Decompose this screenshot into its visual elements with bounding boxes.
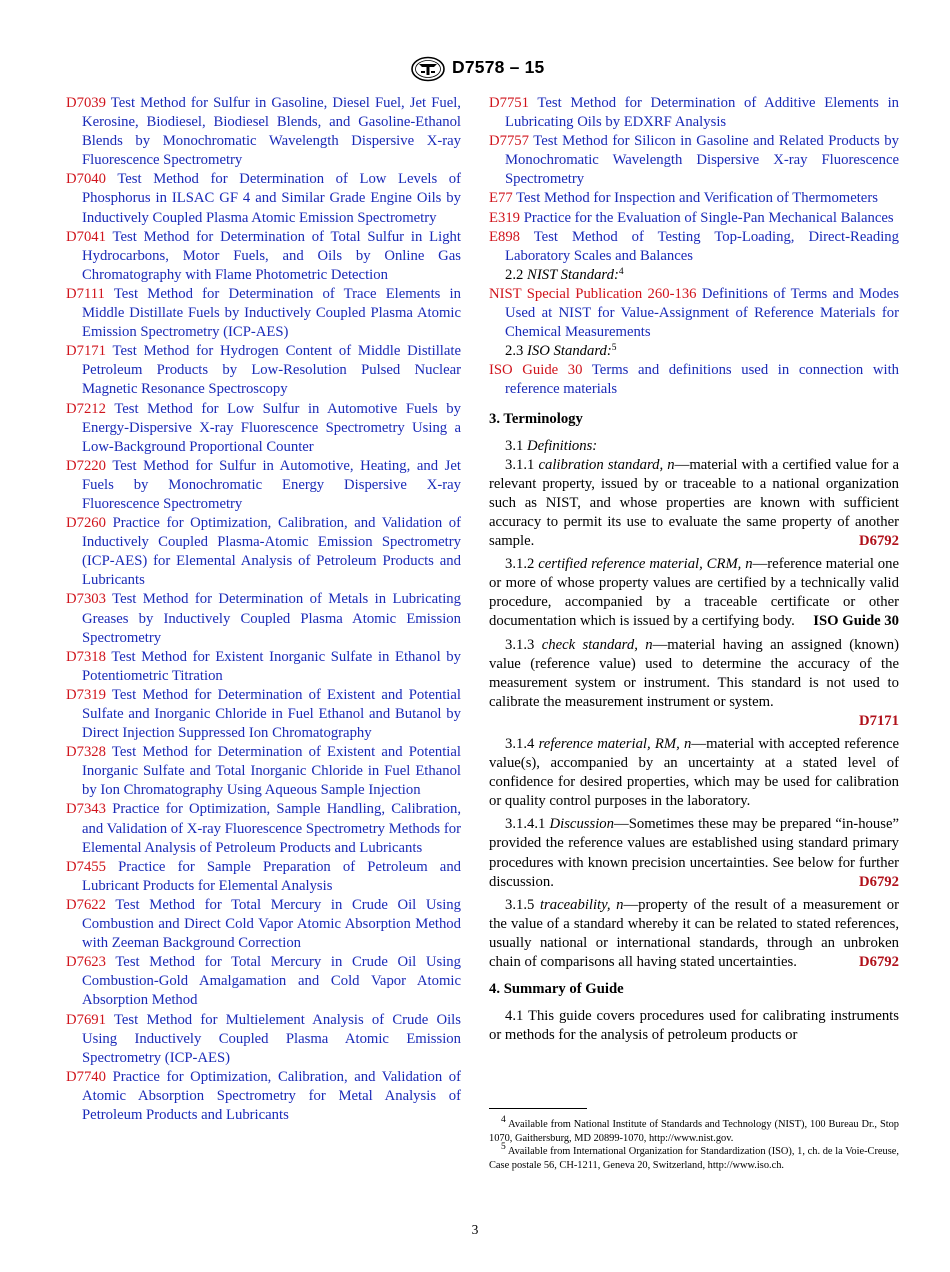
definition-number: 3.1.4 bbox=[505, 736, 535, 752]
footnote-ref[interactable]: 5 bbox=[611, 343, 617, 354]
definition-paragraph bbox=[489, 735, 899, 811]
definition-paragraph bbox=[489, 896, 899, 972]
reference-code-link[interactable]: D7212 bbox=[66, 400, 106, 417]
reference-item bbox=[489, 189, 899, 208]
definitions-subheading bbox=[489, 437, 899, 456]
reference-code-link[interactable]: ISO Guide 30 bbox=[489, 362, 583, 379]
footnote-ref[interactable]: 4 bbox=[618, 266, 624, 277]
source-citation-link[interactable]: D7171 bbox=[859, 712, 899, 729]
reference-item bbox=[66, 686, 461, 743]
left-column bbox=[66, 94, 461, 1125]
reference-title-link[interactable]: Test Method of Testing Top-Loading, Direct-Reading Laboratory Scales and Balances bbox=[505, 228, 899, 264]
reference-item bbox=[66, 648, 461, 686]
reference-title-link[interactable]: Test Method for Total Mercury in Crude Oil Using Combustion and Direct Cold Vapor Atomic Absorption Method with Zeeman Background Correction bbox=[82, 896, 461, 952]
reference-item bbox=[489, 209, 899, 228]
right-column bbox=[489, 94, 899, 1045]
source-citation: ISO Guide 30 bbox=[813, 613, 899, 630]
page-header bbox=[0, 56, 950, 84]
definition-term: traceability, n bbox=[539, 896, 624, 913]
reference-title-link[interactable]: Practice for Sample Preparation of Petroleum and Lubricant Products for Elemental Analysis bbox=[82, 858, 462, 894]
reference-item bbox=[66, 94, 461, 170]
reference-item bbox=[66, 400, 461, 457]
definition-number: 3.1.2 bbox=[505, 556, 535, 573]
reference-item bbox=[66, 858, 461, 896]
nist-standard-subheading bbox=[489, 266, 899, 285]
definition-paragraph bbox=[489, 456, 899, 551]
definition-body: —material with a certified value for a relevant property, issued by or traceable to a national organization such as NIST, and whose properties are known with sufficient accuracy to permit its use to evaluate the same property of another sample. bbox=[489, 456, 900, 550]
reference-title-link[interactable]: Test Method for Determination of Metals in Lubricating Greases by Inductively Coupled Plasma Atomic Emission Spectrometry bbox=[82, 591, 461, 646]
discussion-paragraph bbox=[489, 815, 899, 891]
reference-title-link[interactable]: Practice for Optimization, Calibration, and Validation of Atomic Absorption Spectrometry for Metal Analysis of Petroleum Products and Lubricants bbox=[82, 1068, 461, 1123]
reference-title-link[interactable]: Test Method for Hydrogen Content of Middle Distillate Petroleum Products by Low-Resolution Pulsed Nuclear Magnetic Resonance Spectroscopy bbox=[82, 343, 461, 398]
definition-term: certified reference material, CRM, n bbox=[538, 556, 753, 573]
reference-item bbox=[489, 228, 899, 266]
definition-term: calibration standard, n bbox=[538, 456, 675, 473]
summary-text: This guide covers procedures used for calibrating instruments or methods for the analysis of petroleum products or bbox=[489, 1008, 899, 1044]
footnotes bbox=[489, 1115, 900, 1172]
reference-title-link[interactable]: Practice for the Evaluation of Single-Pan Mechanical Balances bbox=[523, 209, 894, 226]
reference-item bbox=[66, 1068, 461, 1125]
reference-title-link[interactable]: Practice for Optimization, Calibration, and Validation of Inductively Coupled Plasma-Atomic Emission Spectrometry (ICP-AES) for Elemental Analysis of Petroleum Products and Lubricants bbox=[82, 515, 461, 589]
page-number: 3 bbox=[471, 1222, 479, 1237]
definition-number: 3.1.3 bbox=[505, 636, 535, 653]
reference-item bbox=[66, 743, 461, 800]
definition-body: —material having an assigned (known) value (reference value) used to determine the accuracy of the measurement system or instrument. This standard is not used to calibrate the measurement instrument or system. bbox=[489, 636, 899, 710]
reference-item bbox=[66, 1011, 461, 1068]
reference-item bbox=[66, 457, 461, 514]
reference-code-link[interactable]: D7328 bbox=[66, 744, 106, 761]
definition-body: —property of the result of a measurement or the value of a standard whereby it can be related to stated references, usually national or international standards, through an unbroken chain of comparisons all having stated uncertainties. bbox=[489, 896, 900, 971]
reference-code-link[interactable]: D7171 bbox=[66, 343, 106, 360]
iso-standard-subheading bbox=[489, 342, 899, 361]
astm-logo-icon bbox=[410, 56, 446, 82]
reference-title-link[interactable]: Test Method for Determination of Existent and Potential Sulfate and Inorganic Chloride in Fuel Ethanol and Butanol by Direct Injection Suppressed Ion Chromatography bbox=[82, 686, 461, 742]
reference-title-link[interactable]: Test Method for Inspection and Verification of Thermometers bbox=[516, 190, 878, 207]
reference-title-link[interactable]: Test Method for Sulfur in Automotive, Heating, and Jet Fuels by Monochromatic Energy Dispersive X-ray Fluorescence Spectrometry bbox=[82, 457, 461, 512]
reference-item bbox=[489, 132, 899, 189]
section-number: 4.1 bbox=[505, 1008, 524, 1025]
section-number: 2.2 bbox=[505, 266, 524, 283]
reference-item bbox=[489, 94, 899, 132]
reference-title-link[interactable]: Test Method for Determination of Existent and Potential Inorganic Sulfate and Total Inorganic Chloride in Fuel Ethanol by Ion Chromatography Using Aqueous Sample Injection bbox=[82, 744, 461, 799]
footnote-mark: 4 bbox=[501, 1115, 506, 1125]
footnote-divider bbox=[489, 1108, 587, 1109]
definition-number: 3.1.4.1 bbox=[505, 816, 546, 833]
reference-title-link[interactable]: Test Method for Silicon in Gasoline and Related Products by Monochromatic Wavelength Dispersive X-ray Fluorescence Spectrometry bbox=[505, 133, 899, 188]
reference-item bbox=[66, 285, 461, 342]
section-heading-terminology: 3. Terminology bbox=[489, 410, 583, 427]
reference-item bbox=[66, 896, 461, 953]
reference-item bbox=[66, 953, 461, 1010]
reference-code-link[interactable]: D7303 bbox=[66, 591, 106, 608]
reference-item bbox=[66, 342, 461, 399]
reference-title-link[interactable]: Test Method for Determination of Total Sulfur in Light Hydrocarbons, Motor Fuels, and Oils by Online Gas Chromatography with Flame Photometric Detection bbox=[82, 228, 461, 283]
section-heading-summary: 4. Summary of Guide bbox=[489, 981, 624, 998]
reference-code-link[interactable]: D7318 bbox=[66, 648, 106, 665]
reference-code-link[interactable]: D7040 bbox=[66, 171, 106, 188]
reference-title-link[interactable]: Test Method for Determination of Low Levels of Phosphorus in ILSAC GF 4 and Similar Grade Engine Oils by Inductively Coupled Plasma Atomic Emission Spectrometry bbox=[82, 171, 461, 226]
definition-body: —Sometimes these may be prepared “in-house” provided the reference values are established using standard primary procedures with known precision uncertainties. See below for further discussion. bbox=[489, 816, 899, 890]
definition-body: —material with accepted reference value(s), accompanied by an uncertainty at a stated level of confidence for desired properties, which may be used for calibration or quality control purposes in the laboratory. bbox=[489, 736, 900, 810]
reference-code-link[interactable]: D7740 bbox=[66, 1068, 106, 1085]
reference-title-link[interactable]: Test Method for Multielement Analysis of Crude Oils Using Inductively Coupled Plasma Atomic Emission Spectrometry (ICP-AES) bbox=[82, 1011, 461, 1066]
subheading-label: NIST Standard: bbox=[527, 266, 619, 283]
reference-item bbox=[66, 590, 461, 647]
footnote bbox=[489, 1142, 899, 1172]
reference-code-link[interactable]: D7757 bbox=[489, 133, 529, 150]
reference-code-link[interactable]: E898 bbox=[489, 228, 521, 245]
source-citation-link[interactable]: D6792 bbox=[859, 533, 899, 550]
footnote-text: Available from National Institute of Standards and Technology (NIST), 100 Bureau Dr., Stop 1070, Gaithersburg, MD 20899-1070, http://www.nist.gov. bbox=[489, 1119, 900, 1144]
subheading-label: Definitions: bbox=[527, 437, 598, 454]
summary-paragraph bbox=[489, 1007, 899, 1045]
footnote bbox=[489, 1115, 900, 1145]
reference-title-link[interactable]: Definitions of Terms and Modes Used at NIST for Value-Assignment of Reference Materials for Chemical Measurements bbox=[505, 285, 900, 341]
reference-title-link[interactable]: Terms and definitions used in connection with reference materials bbox=[505, 362, 899, 398]
reference-title-link[interactable]: Test Method for Determination of Trace Elements in Middle Distillate Fuels by Inductively Coupled Plasma Atomic Emission Spectrometry (ICP-AES) bbox=[82, 285, 461, 341]
reference-title-link[interactable]: Test Method for Total Mercury in Crude Oil Using Combustion-Gold Amalgamation and Cold Vapor Atomic Absorption Method bbox=[82, 954, 461, 1009]
definition-body: —reference material one or more of whose property values are certified by a technically valid procedure, accompanied by a traceable certificate or other documentation which is issued by a certifying body. bbox=[489, 556, 899, 630]
reference-code-link[interactable]: D7039 bbox=[66, 95, 106, 111]
reference-code-link[interactable]: NIST Special Publication 260-136 bbox=[489, 285, 697, 302]
reference-title-link[interactable]: Practice for Optimization, Sample Handling, Calibration, and Validation of X-ray Fluorescence Spectrometry Methods for Elemental Analysis of Petroleum Products and Lubricants bbox=[82, 801, 461, 856]
reference-item bbox=[489, 361, 899, 399]
reference-title-link[interactable]: Test Method for Sulfur in Gasoline, Diesel Fuel, Jet Fuel, Kerosine, Biodiesel, Biodiesel Blends, and Gasoline-Ethanol Blends by Monochromatic Wavelength Dispersive X-ray Fluorescence Spectrometry bbox=[82, 95, 461, 169]
section-number: 2.3 bbox=[505, 343, 524, 360]
section-number: 3.1 bbox=[505, 437, 524, 454]
reference-title-link[interactable]: Test Method for Low Sulfur in Automotive Fuels by Energy-Dispersive X-ray Fluorescence Spectrometry Using a Low-Background Proportional Counter bbox=[82, 400, 461, 455]
reference-code-link[interactable]: D7319 bbox=[66, 686, 106, 703]
reference-item bbox=[66, 514, 461, 590]
subheading-label: ISO Standard: bbox=[527, 343, 612, 360]
reference-item bbox=[66, 228, 461, 285]
reference-code-link[interactable]: D7041 bbox=[66, 228, 106, 245]
reference-item bbox=[489, 285, 899, 342]
definition-number: 3.1.5 bbox=[505, 896, 535, 913]
reference-code-link[interactable]: E77 bbox=[489, 190, 513, 207]
reference-title-link[interactable]: Test Method for Determination of Additive Elements in Lubricating Oils by EDXRF Analysis bbox=[505, 95, 899, 131]
reference-code-link[interactable]: D7111 bbox=[66, 285, 105, 302]
definition-paragraph bbox=[489, 636, 899, 731]
source-citation-link[interactable]: D6792 bbox=[859, 873, 899, 890]
definition-term: check standard, n bbox=[541, 636, 653, 653]
reference-item bbox=[66, 170, 461, 227]
reference-code-link[interactable]: D7260 bbox=[66, 515, 106, 532]
footnote-mark: 5 bbox=[501, 1142, 506, 1153]
source-citation-link[interactable]: D6792 bbox=[859, 954, 899, 971]
reference-code-link[interactable]: D7623 bbox=[66, 954, 106, 971]
reference-title-link[interactable]: Test Method for Existent Inorganic Sulfate in Ethanol by Potentiometric Titration bbox=[82, 648, 461, 684]
definition-number: 3.1.1 bbox=[505, 456, 535, 473]
footnote-text: Available from International Organization for Standardization (ISO), 1, ch. de la Voie-Creuse, Case postale 56, CH-1211, Geneva 20, Switzerland, http://www.iso.ch. bbox=[489, 1146, 899, 1171]
reference-code-link[interactable]: D7455 bbox=[66, 858, 106, 875]
designation: D7578 – 15 bbox=[452, 57, 545, 77]
reference-code-link[interactable]: E319 bbox=[489, 209, 521, 226]
definition-paragraph bbox=[489, 555, 899, 631]
reference-code-link[interactable]: D7343 bbox=[66, 801, 106, 818]
reference-code-link[interactable]: D7622 bbox=[66, 896, 106, 913]
reference-code-link[interactable]: D7751 bbox=[489, 95, 529, 111]
reference-code-link[interactable]: D7691 bbox=[66, 1011, 106, 1028]
reference-code-link[interactable]: D7220 bbox=[66, 457, 106, 474]
reference-item bbox=[66, 800, 461, 857]
definition-term: Discussion bbox=[549, 816, 614, 833]
definition-term: reference material, RM, n bbox=[538, 736, 692, 752]
